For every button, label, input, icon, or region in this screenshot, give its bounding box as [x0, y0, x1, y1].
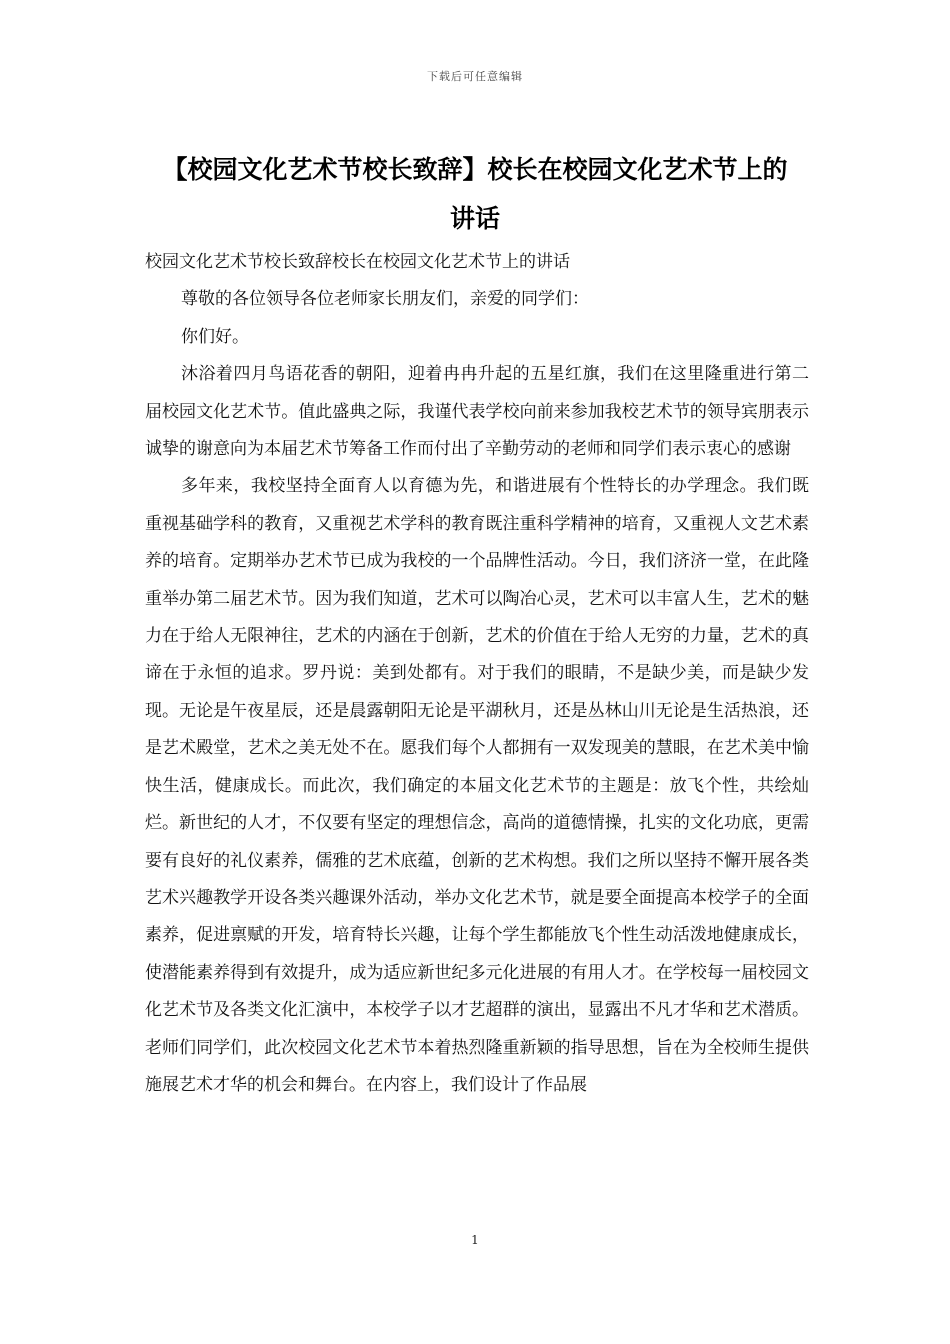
page-number: 1	[471, 1233, 479, 1247]
greeting: 你们好。	[181, 326, 249, 347]
document-title-line-2: 讲话	[449, 204, 500, 233]
paragraph-2: 多年来，我校坚持全面育人以育德为先，和谐进展有个性特长的办学理念。我们既重视基础学科的教育，又重视艺术学科的教育既注重科学精神的培育，又重视人文艺术素养的培育。定期举办艺术节已成为我校的一个品牌性活动。今日，我们济济一堂，在此隆重举办第二届艺术节。因为我们知道，艺术可以陶冶心灵，艺术可以丰富人生，艺术的魅力在于给人无限神往，艺术的内涵在于创新，艺术的价值在于给人无穷的力量，艺术的真谛在于永恒的追求。罗丹说：美到处都有。对于我们的眼睛，不是缺少美，而是缺少发现。无论是午夜星辰，还是晨露朝阳无论是平湖秋月，还是丛林山川无论是生活热浪，还是艺术殿堂，艺术之美无处不在。愿我们每个人都拥有一双发现美的慧眼，在艺术美中愉快生活，健康成长。而此次，我们确定的本届文化艺术节的主题是：放飞个性，共绘灿烂。新世纪的人才，不仅要有坚定的理想信念，高尚的道德情操，扎实的文化功底，更需要有良好的礼仪素养，儒雅的艺术底蕴，创新的艺术构想。我们之所以坚持不懈开展各类艺术兴趣教学开设各类兴趣课外活动，举办文化艺术节，就是要全面提高本校学子的全面素养，促进禀赋的开发，培育特长兴趣，让每个学生都能放飞个性生动活泼地健康成长，使潜能素养得到有效提升，成为适应新世纪多元化进展的有用人才。在学校每一届校园文化艺术节及各类文化汇演中，本校学子以才艺超群的演出，显露出不凡才华和艺术潜质。老师们同学们，此次校园文化艺术节本着热烈隆重新颖的指导思想，旨在为全校师生提供施展艺术才华的机会和舞台。在内容上，我们设计了作品展	[145, 476, 809, 1095]
subtitle: 校园文化艺术节校长致辞校长在校园文化艺术节上的讲话	[145, 252, 570, 272]
document-body	[145, 244, 809, 1104]
document-title-line-1: 【校园文化艺术节校长致辞】校长在校园文化艺术节上的	[162, 155, 788, 184]
salutation: 尊敬的各位领导各位老师家长朋友们，亲爱的同学们：	[181, 289, 589, 310]
paragraph-1: 沐浴着四月鸟语花香的朝阳，迎着冉冉升起的五星红旗，我们在这里隆重进行第二届校园文化艺术节。值此盛典之际，我谨代表学校向前来参加我校艺术节的领导宾朋表示诚挚的谢意向为本届艺术节筹备工作而付出了辛勤劳动的老师和同学们表示衷心的感谢	[145, 364, 809, 460]
header-note: 下载后可任意编辑	[427, 70, 523, 83]
